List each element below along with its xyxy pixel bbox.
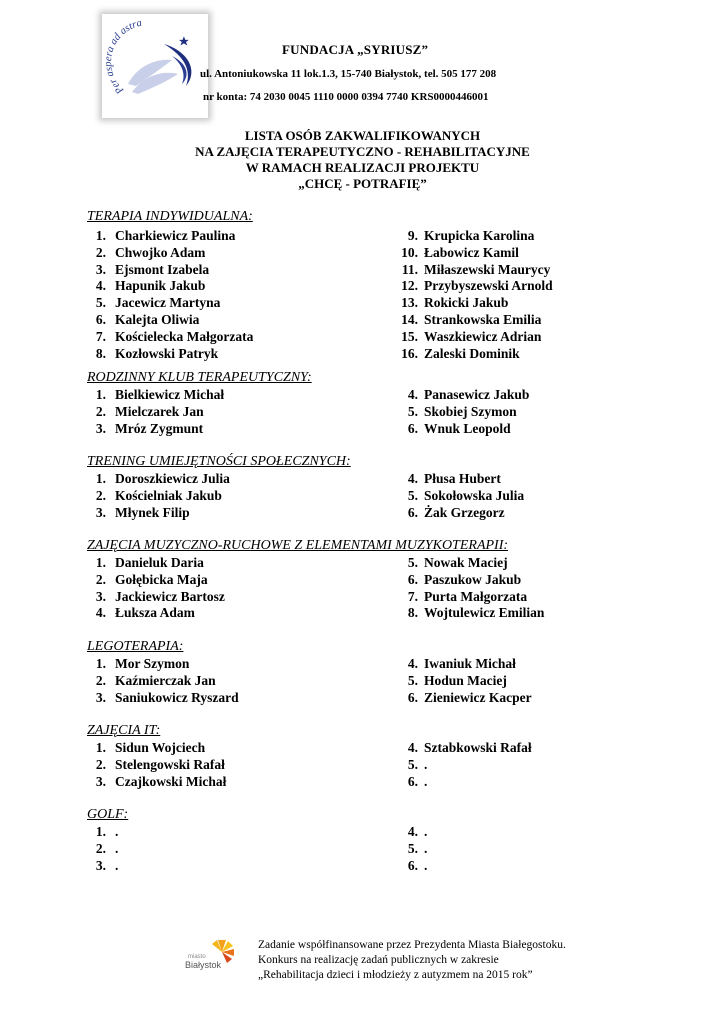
list-item: 5. . (407, 756, 428, 772)
list-item: 1. Sidun Wojciech (95, 740, 206, 755)
foundation-logo (102, 14, 208, 118)
list-item: 8. Kozłowski Patryk (95, 345, 219, 361)
list-item: 5. Nowak Maciej (407, 555, 508, 570)
list-item: 2. Kościelniak Jakub (95, 487, 222, 503)
logo-small-text: miasto (188, 954, 206, 960)
section-title-terapia-indywidualna: TERAPIA INDYWIDUALNA: (87, 209, 253, 224)
list-item: 11. Miłaszewski Maurycy (401, 261, 551, 277)
section-list-left (72, 387, 224, 437)
list-item: 10. Łabowicz Kamil (401, 244, 519, 260)
list-item: 3. Młynek Filip (95, 504, 190, 520)
list-item: 14. Strankowska Emilia (401, 311, 542, 327)
section-list-right (392, 656, 532, 706)
section-list-left (72, 228, 253, 362)
list-item: 15. Waszkiewicz Adrian (401, 328, 542, 344)
list-item: 3. Ejsmont Izabela (95, 261, 210, 277)
list-item: 6. Kalejta Oliwia (95, 311, 200, 327)
list-item: 7. Purta Małgorzata (407, 588, 528, 604)
section-list-left (72, 555, 225, 622)
title-line-4: „CHCĘ - POTRAFIĘ” (298, 176, 427, 191)
section-list-right (392, 387, 529, 437)
list-item: 4. Iwaniuk Michał (407, 656, 516, 671)
section-title-zajecia-it: ZAJĘCIA IT: (87, 723, 161, 738)
bialystok-logo (172, 938, 242, 974)
list-item: 5. Hodun Maciej (407, 672, 507, 688)
list-item: 1. Charkiewicz Paulina (95, 228, 236, 243)
list-item: 4. Płusa Hubert (407, 471, 501, 486)
organization-account: nr konta: 74 2030 0045 1110 0000 0394 7740 KRS0000446001 (203, 91, 489, 103)
list-item: 6. Wnuk Leopold (407, 420, 511, 436)
list-item: 16. Zaleski Dominik (401, 345, 520, 361)
document-title (0, 128, 725, 192)
list-item: 7. Kościelecka Małgorzata (95, 328, 254, 344)
list-item: 9. Krupicka Karolina (407, 228, 535, 243)
list-item: 1. Doroszkiewicz Julia (95, 471, 230, 486)
list-item: 2. Stelengowski Rafał (95, 756, 225, 772)
list-item: 1. Bielkiewicz Michał (95, 387, 225, 402)
section-list-right (392, 824, 427, 874)
list-item: 4. Łuksza Adam (95, 605, 195, 621)
list-item: 3. Mróz Zygmunt (95, 420, 204, 436)
list-item: 6. . (407, 773, 428, 789)
section-list-right (392, 228, 553, 362)
logo-city-text: Białystok (185, 960, 222, 970)
list-item: 5. Sokołowska Julia (407, 487, 525, 503)
funding-line-3: „Rehabilitacja dzieci i młodzieży z autyzmem na 2015 rok” (258, 969, 533, 981)
list-item: 4. Sztabkowski Rafał (407, 740, 532, 755)
list-item: 6. Paszukow Jakub (407, 571, 522, 587)
list-item: 2. Kaźmierczak Jan (95, 672, 216, 688)
list-item: 4. Hapunik Jakub (95, 278, 206, 294)
title-line-1: LISTA OSÓB ZAKWALIFIKOWANYCH (244, 128, 481, 143)
funding-note (258, 938, 566, 983)
list-item: 6. . (407, 857, 428, 873)
list-item: 1. Mor Szymon (95, 656, 190, 671)
list-item: 4. . (407, 824, 428, 839)
list-item: 3. Saniukowicz Ryszard (95, 689, 239, 705)
section-list-left (72, 824, 118, 874)
list-item: 2. Gołębicka Maja (95, 571, 208, 587)
list-item: 12. Przybyszewski Arnold (401, 278, 553, 294)
logo-motto: Per aspera ad astra (103, 17, 143, 96)
section-list-left (72, 656, 239, 706)
list-item: 2. Mielczarek Jan (95, 403, 204, 419)
list-item: 6. Żak Grzegorz (407, 504, 505, 520)
section-title-zajecia-muzyczno-ruchowe: ZAJĘCIA MUZYCZNO-RUCHOWE Z ELEMENTAMI MUZYKOTERAPII: (87, 538, 509, 553)
title-line-2: NA ZAJĘCIA TERAPEUTYCZNO - REHABILITACYJNE (195, 144, 530, 159)
section-list-right (392, 740, 532, 790)
list-item: 5. Skobiej Szymon (407, 403, 517, 419)
list-item: 4. Panasewicz Jakub (407, 387, 530, 402)
section-title-trening-umiejetnosci: TRENING UMIEJĘTNOŚCI SPOŁECZNYCH: (87, 454, 351, 469)
section-list-left (72, 740, 226, 790)
list-item: 3. . (95, 857, 119, 873)
list-item: 1. . (95, 824, 119, 839)
section-list-right (392, 471, 524, 521)
list-item: 2. Chwojko Adam (95, 244, 206, 260)
list-item: 1. Danieluk Daria (95, 555, 204, 570)
list-item: 8. Wojtulewicz Emilian (407, 605, 545, 621)
section-title-golf: GOLF: (87, 807, 129, 822)
list-item: 13. Rokicki Jakub (401, 295, 509, 311)
list-item: 2. . (95, 840, 119, 856)
section-list-right (392, 555, 544, 622)
list-item: 3. Czajkowski Michał (95, 773, 227, 789)
section-list-left (72, 471, 230, 521)
funding-line-2: Konkurs na realizację zadań publicznych w zakresie (258, 954, 499, 966)
organization-name: FUNDACJA „SYRIUSZ” (282, 42, 429, 57)
list-item: 3. Jackiewicz Bartosz (95, 588, 225, 604)
list-item: 5. Jacewicz Martyna (95, 295, 221, 311)
title-line-3: W RAMACH REALIZACJI PROJEKTU (245, 160, 480, 175)
organization-address: ul. Antoniukowska 11 lok.1.3, 15-740 Białystok, tel. 505 177 208 (200, 68, 497, 80)
section-title-legoterapia: LEGOTERAPIA: (87, 639, 184, 654)
funding-line-1: Zadanie współfinansowane przez Prezydenta Miasta Białegostoku. (258, 939, 566, 951)
section-title-rodzinny-klub: RODZINNY KLUB TERAPEUTYCZNY: (87, 370, 312, 385)
list-item: 6. Zieniewicz Kacper (407, 689, 532, 705)
list-item: 5. . (407, 840, 428, 856)
